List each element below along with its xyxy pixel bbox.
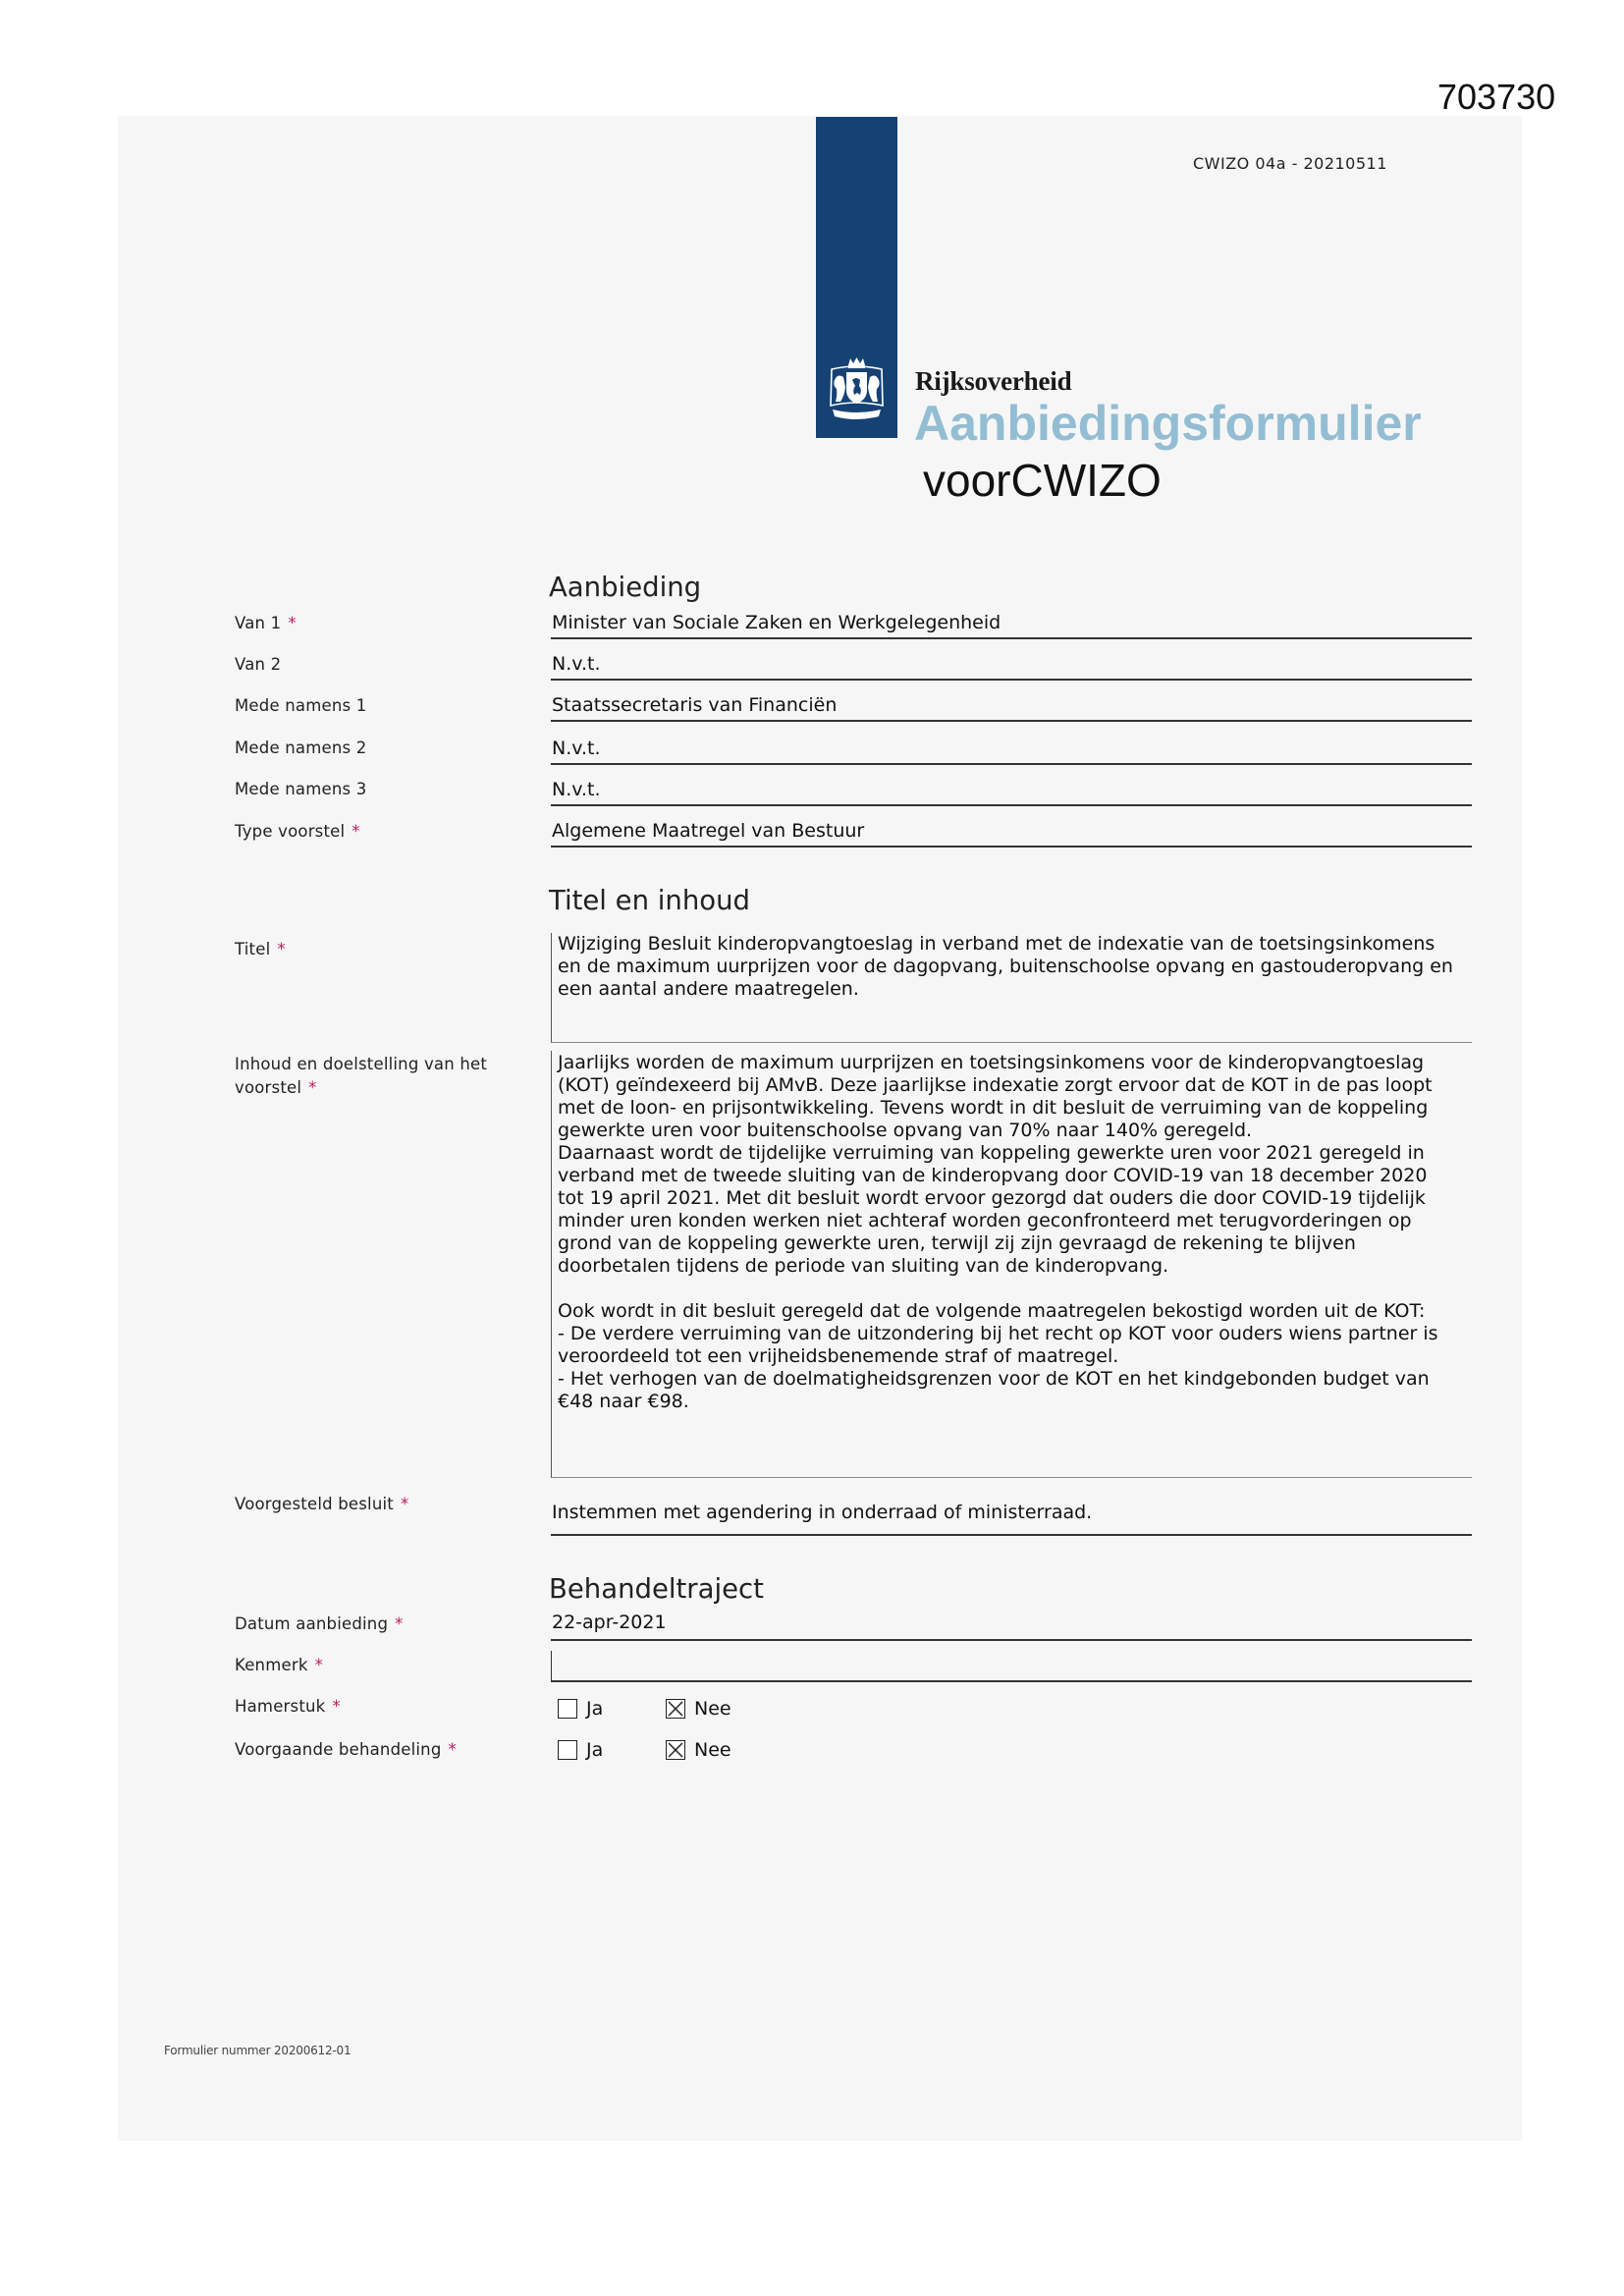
- label-van-2: [235, 653, 514, 677]
- required-marker: *: [395, 1614, 404, 1633]
- label-mede-namens-2: [235, 737, 514, 760]
- rijksoverheid-logo-bar: [816, 117, 897, 438]
- label-mede-namens-3: [235, 778, 514, 801]
- checkbox-voorgaande-behandeling-ja[interactable]: [558, 1740, 577, 1760]
- section-heading-behandeltraject: Behandeltraject: [549, 1573, 764, 1605]
- required-marker: *: [314, 1656, 324, 1674]
- label-text: Titel: [235, 940, 271, 958]
- label-text: Mede namens 2: [235, 738, 367, 757]
- option-voorgaande-behandeling-ja[interactable]: [558, 1738, 603, 1762]
- label-kenmerk: [235, 1654, 514, 1677]
- label-text: Van 1: [235, 614, 282, 632]
- label-type-voorstel: [235, 820, 514, 844]
- option-voorgaande-behandeling-nee[interactable]: [666, 1738, 731, 1762]
- label-text: Datum aanbieding: [235, 1614, 389, 1633]
- required-marker: *: [400, 1495, 409, 1513]
- required-marker: *: [332, 1697, 341, 1716]
- field-kenmerk[interactable]: [551, 1651, 1472, 1682]
- field-type-voorstel[interactable]: Algemene Maatregel van Bestuur: [551, 816, 1472, 847]
- label-text: Voorgaande behandeling: [235, 1740, 442, 1759]
- textarea-inhoud-en-doelstelling[interactable]: Jaarlijks worden de maximum uurprijzen en toetsingsinkomens voor de kinderopvangtoeslag (KOT) geïndexeerd bij AMvB. Deze jaarlijkse indexatie zorgt ervoor dat de KOT in de pas loopt met de loon- en prijsontwikkeling. Tevens wordt in dit besluit de verruiming van de koppeling gewerkte uren voor buitenschoolse opvang van 70% naar 140% geregeld. Daarnaast wordt de tijdelijke verruiming van koppeling gewerkte uren voor 2021 geregeld in verband met de tweede sluiting van de kinderopvang door COVID-19 van 18 december 2020 tot 19 april 2021. Met dit besluit wordt ervoor gezorgd dat ouders die door COVID-19 tijdelijk minder uren konden werken niet achteraf worden geconfronteerd met terugvorderingen op grond van de koppeling gewerkte uren, terwijl zij zijn gevraagd de rekening te blijven doorbetalen tijdens de periode van sluiting van de kinderopvang. Ook wordt in dit besluit geregeld dat de volgende maatregelen bekostigd worden uit de KOT: - De verdere verruiming van de uitzondering bij het recht op KOT voor ouders wiens partner is veroordeeld tot een vrijheidsbenemende straf of maatregel. - Het verhogen van de doelmatigheidsgrenzen voor de KOT en het kindgebonden budget van €48 naar €98.: [551, 1051, 1472, 1478]
- field-van-1[interactable]: Minister van Sociale Zaken en Werkgelegenheid: [551, 608, 1472, 639]
- option-hamerstuk-ja[interactable]: [558, 1697, 603, 1721]
- label-titel: [235, 938, 514, 961]
- field-voorgesteld-besluit[interactable]: Instemmen met agendering in onderraad of ministerraad.: [551, 1497, 1472, 1536]
- section-heading-titel-en-inhoud: Titel en inhoud: [549, 885, 750, 916]
- field-datum-aanbieding[interactable]: 22-apr-2021: [551, 1608, 1472, 1641]
- form-title: Aanbiedingsformulier: [914, 396, 1422, 451]
- logo-text: Rijksoverheid: [915, 366, 1072, 396]
- checkbox-hamerstuk-ja[interactable]: [558, 1699, 577, 1719]
- field-mede-namens-3[interactable]: N.v.t.: [551, 775, 1472, 806]
- required-marker: *: [277, 940, 286, 958]
- required-marker: *: [308, 1078, 317, 1097]
- checkmark-x-icon: [667, 1700, 684, 1718]
- label-text: Inhoud en doelstelling van het voorstel: [235, 1055, 488, 1097]
- label-van-1: [235, 612, 514, 635]
- label-text: Voorgesteld besluit: [235, 1495, 394, 1513]
- label-inhoud-en-doelstelling: [235, 1053, 514, 1100]
- required-marker: *: [352, 822, 360, 841]
- rijksoverheid-emblem-icon: [820, 355, 893, 428]
- required-marker: *: [288, 614, 297, 632]
- label-text: Mede namens 1: [235, 696, 367, 715]
- field-van-2[interactable]: N.v.t.: [551, 649, 1472, 681]
- document-number: 703730: [1437, 77, 1556, 117]
- option-label: Nee: [694, 1698, 731, 1720]
- label-text: Van 2: [235, 655, 282, 674]
- option-label: Ja: [586, 1739, 604, 1761]
- label-mede-namens-1: [235, 694, 514, 718]
- label-hamerstuk: [235, 1695, 514, 1719]
- checkbox-hamerstuk-nee[interactable]: [666, 1699, 685, 1719]
- option-label: Nee: [694, 1739, 731, 1761]
- section-heading-aanbieding: Aanbieding: [549, 572, 702, 603]
- field-mede-namens-1[interactable]: Staatssecretaris van Financiën: [551, 690, 1472, 722]
- label-text: Mede namens 3: [235, 780, 367, 798]
- form-number-footer: Formulier nummer 20200612-01: [164, 2044, 352, 2057]
- label-text: Kenmerk: [235, 1656, 308, 1674]
- label-voorgaande-behandeling: [235, 1738, 514, 1762]
- label-text: Hamerstuk: [235, 1697, 326, 1716]
- label-voorgesteld-besluit: [235, 1493, 514, 1516]
- field-mede-namens-2[interactable]: N.v.t.: [551, 734, 1472, 765]
- checkbox-voorgaande-behandeling-nee[interactable]: [666, 1740, 685, 1760]
- form-code: CWIZO 04a - 20210511: [1193, 154, 1387, 173]
- label-datum-aanbieding: [235, 1613, 514, 1636]
- textarea-titel[interactable]: Wijziging Besluit kinderopvangtoeslag in verband met de indexatie van de toetsingsinkomens en de maximum uurprijzen voor de dagopvang, buitenschoolse opvang en gastouderopvang en een aantal andere maatregelen.: [551, 933, 1472, 1043]
- option-hamerstuk-nee[interactable]: [666, 1697, 731, 1721]
- label-text: Type voorstel: [235, 822, 346, 841]
- checkmark-x-icon: [667, 1741, 684, 1759]
- option-label: Ja: [586, 1698, 604, 1720]
- form-subtitle: voorCWIZO: [923, 455, 1162, 506]
- required-marker: *: [448, 1740, 457, 1759]
